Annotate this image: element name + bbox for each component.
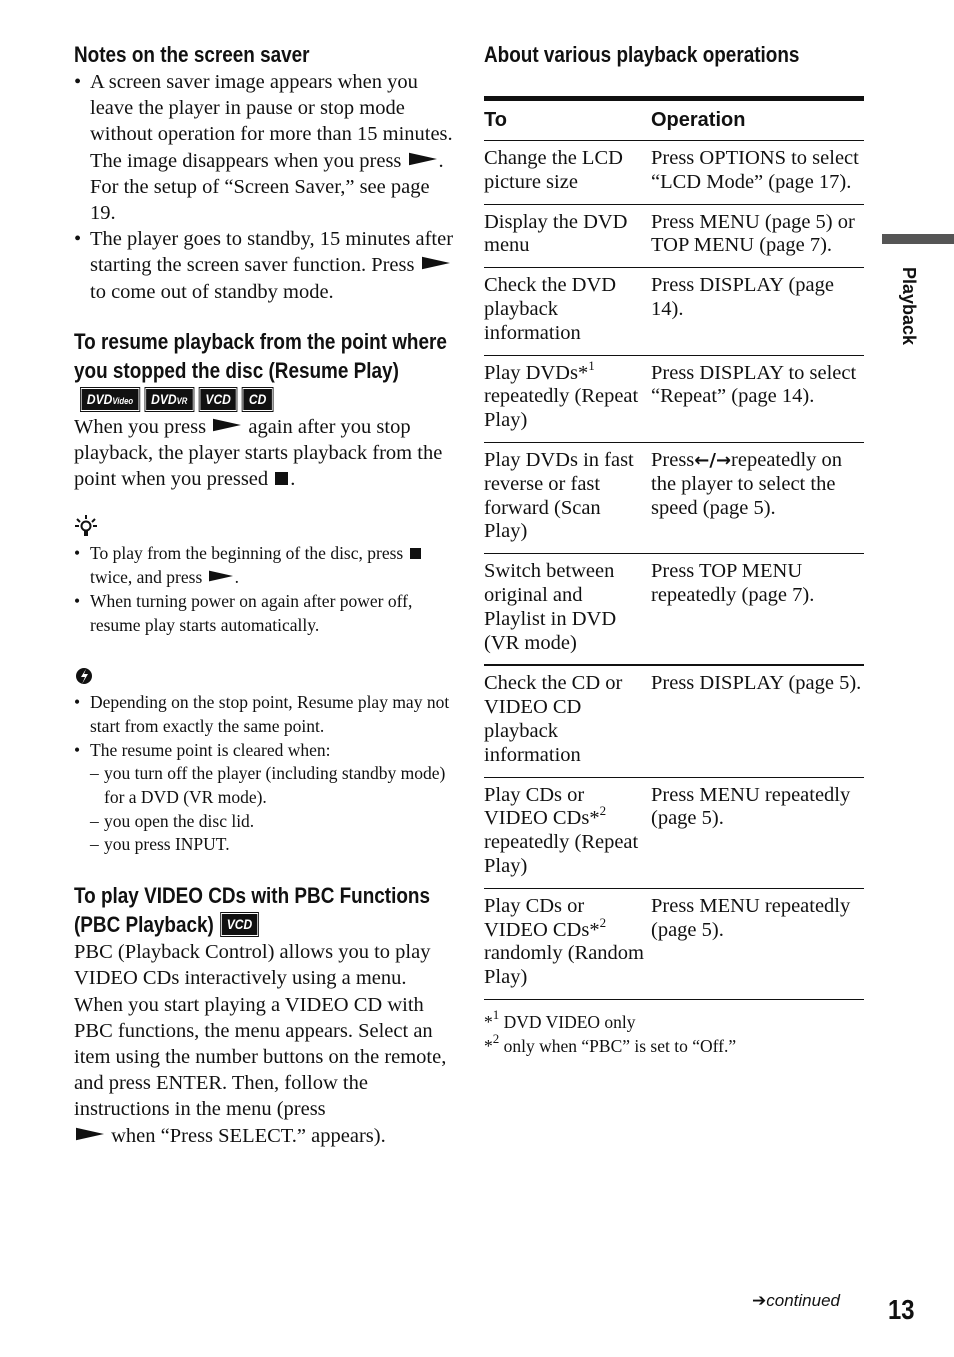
stop-icon bbox=[410, 548, 421, 559]
page-number: 13 bbox=[888, 1294, 915, 1325]
section-tab-bar bbox=[882, 234, 954, 244]
dvd-video-badge: DVDVideo bbox=[82, 389, 139, 410]
cell-op: Press MENU repeatedly (page 5). bbox=[651, 888, 864, 999]
cell-op: Press DISPLAY to select “Repeat” (page 14). bbox=[651, 355, 864, 442]
continued-indicator bbox=[752, 1291, 840, 1311]
play-icon bbox=[209, 571, 233, 582]
operations-table bbox=[484, 96, 864, 1000]
cell-op: Press←/→repeatedly on the player to select the speed (page 5). bbox=[651, 442, 864, 553]
cell-op: Press MENU repeatedly (page 5). bbox=[651, 777, 864, 888]
dvd-vr-badge: DVDVR bbox=[146, 389, 193, 410]
cell-to: Check the CD or VIDEO CD playback information bbox=[484, 665, 651, 777]
list-item: • Depending on the stop point, Resume play may not start from exactly the same point. bbox=[74, 692, 450, 736]
pbc-paragraph: PBC (Playback Control) allows you to play VIDEO CDs interactively using a menu. When you start playing a VIDEO CD with PBC functions, the menu appears. Select an item using the number buttons on the remote, and press ENTER. Then, follow the instructions in the menu (press when “Press SELECT.” appears). bbox=[74, 941, 447, 1147]
note-warning-icon bbox=[74, 663, 98, 687]
table-row bbox=[484, 665, 864, 777]
pbc-heading: To play VIDEO CDs with PBC Functions (PBC Playback) VCD bbox=[74, 883, 430, 938]
pbc-section bbox=[74, 881, 458, 1149]
cell-to: Switch between original and Playlist in DVD (VR mode) bbox=[484, 554, 651, 666]
footnotes bbox=[484, 1006, 864, 1058]
section-tab-label: Playback bbox=[899, 267, 919, 346]
play-icon bbox=[213, 419, 241, 432]
table-header-row bbox=[484, 99, 864, 141]
table-row bbox=[484, 141, 864, 205]
continued-text: continued bbox=[766, 1291, 840, 1310]
header-operation: Operation bbox=[651, 99, 864, 141]
scan-arrows-icon: ←/→ bbox=[694, 449, 732, 471]
footnote-2: *$^2$ only when “PBC” is set to “Off.” bbox=[484, 1030, 737, 1056]
stop-icon bbox=[275, 472, 288, 485]
cell-to: Play CDs or VIDEO CDs*$^2$ randomly (Random Play) bbox=[484, 888, 651, 999]
cell-to: Change the LCD picture size bbox=[484, 141, 651, 205]
list-item: – you open the disc lid. bbox=[90, 810, 255, 831]
play-icon bbox=[76, 1127, 104, 1140]
list-item: • The player goes to standby, 15 minutes after starting the screen saver function. Press to come out of standby mode. bbox=[74, 228, 454, 303]
list-item: – you press INPUT. bbox=[90, 834, 230, 855]
table-row bbox=[484, 442, 864, 553]
cell-to: Check the DVD playback information bbox=[484, 268, 651, 355]
cell-to: Play DVDs in fast reverse or fast forward (Scan Play) bbox=[484, 442, 651, 553]
left-column bbox=[74, 40, 458, 1149]
play-icon bbox=[422, 257, 450, 270]
resume-section bbox=[74, 327, 458, 857]
cell-op: Press DISPLAY (page 5). bbox=[651, 665, 864, 777]
header-to: To bbox=[484, 99, 651, 141]
table-row bbox=[484, 777, 864, 888]
table-row bbox=[484, 268, 864, 355]
list-item: – you turn off the player (including standby mode) for a DVD (VR mode). bbox=[90, 763, 446, 808]
list-item: • The resume point is cleared when: bbox=[74, 739, 331, 760]
right-column bbox=[484, 40, 864, 1058]
table-row bbox=[484, 204, 864, 268]
screensaver-list bbox=[74, 69, 458, 305]
hint-list bbox=[74, 542, 458, 637]
vcd-badge: VCD bbox=[222, 914, 258, 935]
screensaver-text-1a: A screen saver image appears when you leave the player in pause or stop mode without operation for more than 15 minutes. The image disappears when you press bbox=[90, 71, 453, 172]
cell-to: Play DVDs*$^1$ repeatedly (Repeat Play) bbox=[484, 355, 651, 442]
cell-op: Press TOP MENU repeatedly (page 7). bbox=[651, 554, 864, 666]
play-icon bbox=[409, 152, 437, 165]
screensaver-heading: Notes on the screen saver bbox=[74, 42, 310, 67]
footnote-1: *$^1$ DVD VIDEO only bbox=[484, 1006, 636, 1032]
screensaver-text-2a: The player goes to standby, 15 minutes after starting the screen saver function. Press bbox=[90, 228, 454, 277]
operations-heading: About various playback operations bbox=[484, 42, 800, 67]
cell-op: Press MENU (page 5) or TOP MENU (page 7). bbox=[651, 204, 864, 268]
cell-op: Press DISPLAY (page 14). bbox=[651, 268, 864, 355]
cell-to: Display the DVD menu bbox=[484, 204, 651, 268]
screensaver-text-2b: to come out of standby mode. bbox=[90, 280, 334, 303]
hint-lightbulb-icon bbox=[74, 514, 98, 538]
note-dash-list bbox=[74, 762, 458, 857]
table-row bbox=[484, 554, 864, 666]
table-row bbox=[484, 888, 864, 999]
table-row bbox=[484, 355, 864, 442]
resume-paragraph: When you press again after you stop playback, the player starts playback from the point when you pressed . bbox=[74, 415, 443, 491]
arrow-right-icon: ➔ bbox=[752, 1291, 767, 1310]
cell-op: Press OPTIONS to select “LCD Mode” (page 17). bbox=[651, 141, 864, 205]
vcd-badge: VCD bbox=[200, 389, 236, 410]
note-list bbox=[74, 691, 458, 762]
list-item: • A screen saver image appears when you leave the player in pause or stop mode without operation for more than 15 minutes. The image disappears when you press . For the setup of “Screen Saver,” see page 19. bbox=[74, 71, 453, 225]
resume-heading-text: To resume playback from the point where you stopped the disc (Resume Play) bbox=[74, 328, 447, 383]
resume-heading bbox=[74, 327, 457, 414]
list-item: • To play from the beginning of the disc, press twice, and press . bbox=[74, 542, 458, 589]
list-item: • When turning power on again after power off, resume play starts automatically. bbox=[74, 590, 413, 635]
cell-to: Play CDs or VIDEO CDs*$^2$ repeatedly (Repeat Play) bbox=[484, 777, 651, 888]
cd-badge: CD bbox=[244, 389, 272, 410]
screensaver-text-1b: . For the setup of “Screen Saver,” see page 19. bbox=[90, 149, 444, 225]
